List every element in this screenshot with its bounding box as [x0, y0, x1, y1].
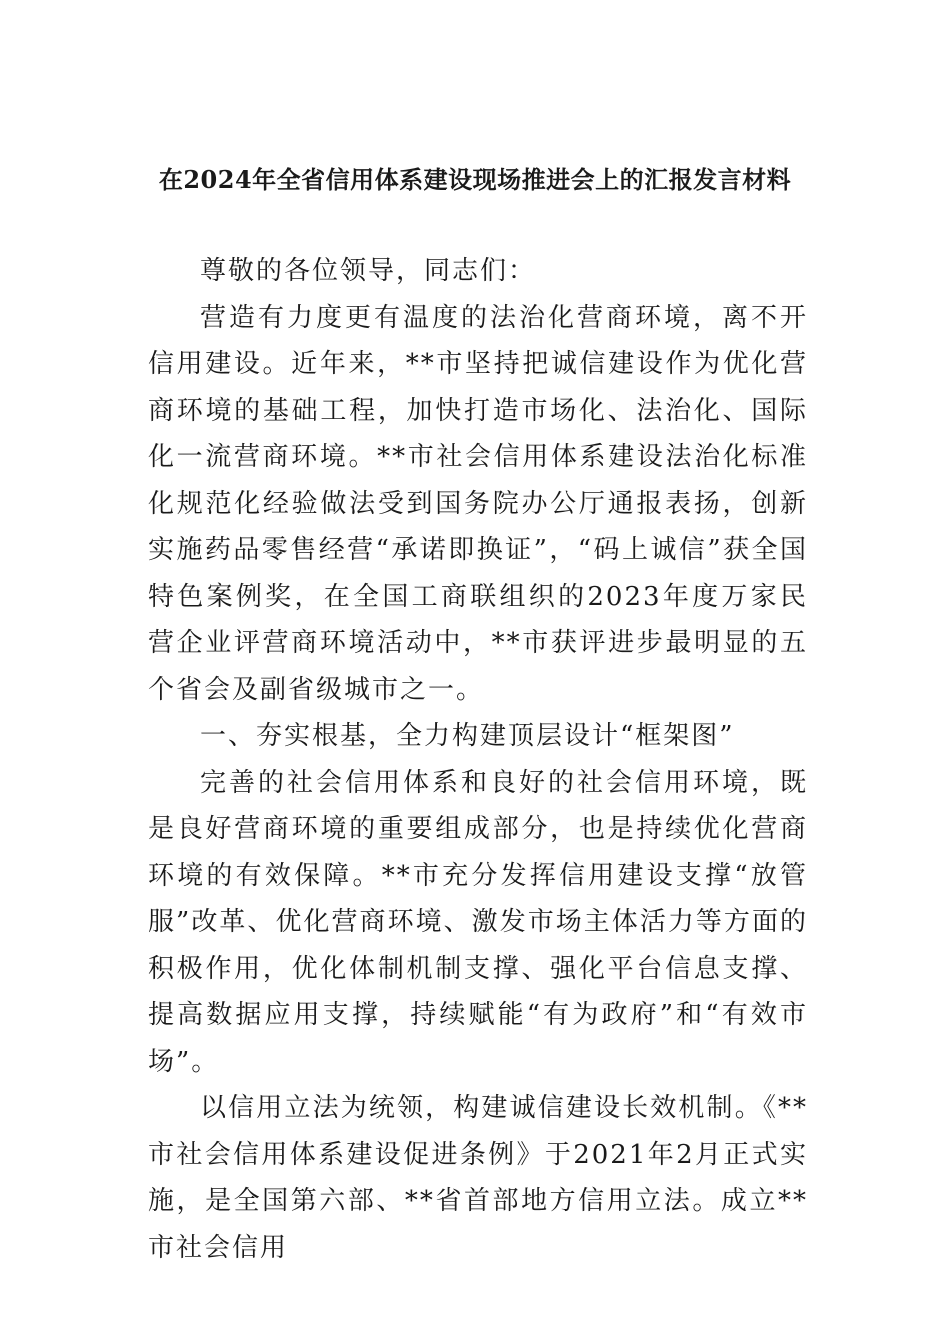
salutation-paragraph: 尊敬的各位领导，同志们： — [200, 256, 537, 286]
section-1-paragraph: 完善的社会信用体系和良好的社会信用环境，既是良好营商环境的重要组成部分，也是持续优化营商环境的有效保障。**市充分发挥信用建设支撑“放管服”改革、优化营商环境、激发市场主体活力等方面的积极作用，优化体制机制支撑、强化平台信息支撑、提高数据应用支撑，持续赋能“有为政府”和“有效市场”。 — [148, 767, 808, 1077]
intro-paragraph: 营造有力度更有温度的法治化营商环境，离不开信用建设。近年来，**市坚持把诚信建设作为优化营商环境的基础工程，加快打造市场化、法治化、国际化一流营商环境。**市社会信用体系建设法治化标准化规范化经验做法受到国务院办公厅通报表扬，创新实施药品零售经营“承诺即换证”，“码上诚信”获全国特色案例奖，在全国工商联组织的2023年度万家民营企业评营商环境活动中，**市获评进步最明显的五个省会及副省级城市之一。 — [148, 302, 808, 705]
document-title: 在2024年全省信用体系建设现场推进会上的汇报发言材料 — [158, 165, 792, 194]
section-heading-1: 一、夯实根基，全力构建顶层设计“框架图” — [200, 721, 735, 751]
document-body — [148, 248, 808, 1271]
section-1-subparagraph: 以信用立法为统领，构建诚信建设长效机制。《**市社会信用体系建设促进条例》于2021年2月正式实施，是全国第六部、**省首部地方信用立法。成立**市社会信用 — [148, 1093, 808, 1263]
